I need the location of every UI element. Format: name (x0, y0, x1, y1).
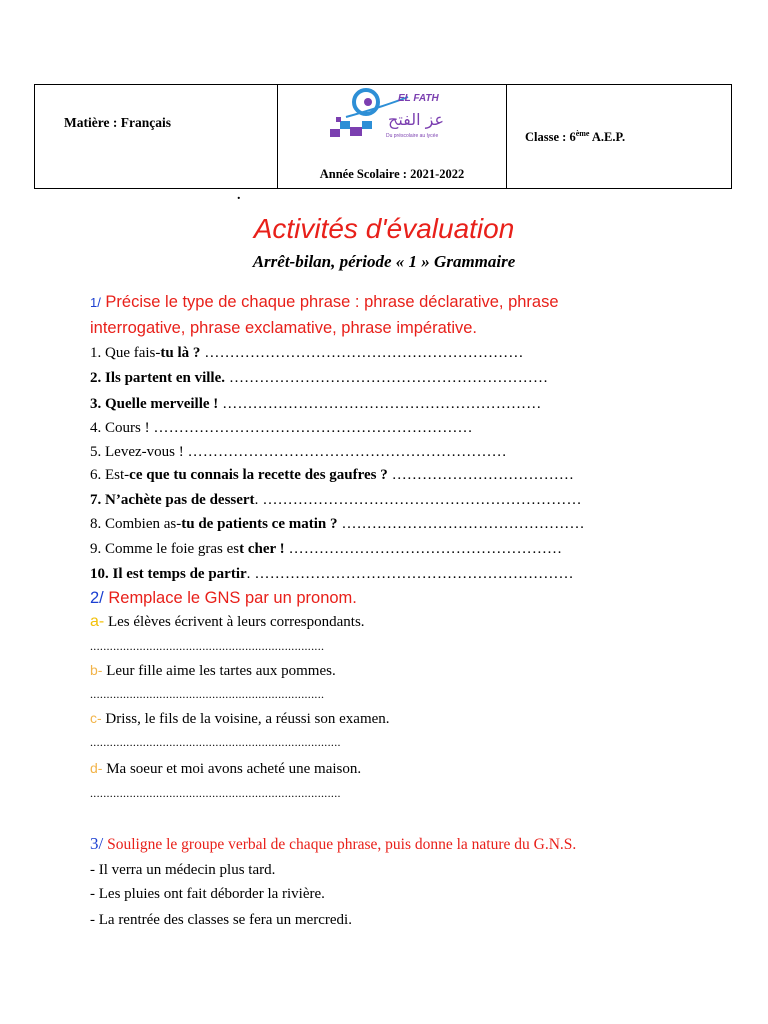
section2-item (90, 710, 390, 728)
answer-dots[interactable]: . ……………………………………………………… (246, 566, 574, 582)
answer-dots[interactable]: ………………………………………… (337, 516, 585, 532)
item-text-bold: ce que tu connais la recette des gaufres ? (129, 467, 388, 483)
answer-line[interactable]: ....................................................................... (90, 687, 325, 701)
answer-dots[interactable]: ……………………………………………………… (183, 444, 507, 460)
section1-item (90, 345, 524, 362)
item-text-bold: 7. N’achète pas de dessert (90, 492, 255, 508)
item-text: 8. Combien as- (90, 516, 182, 532)
section1-item (90, 566, 574, 583)
answer-dots[interactable]: ……………………………………………………… (225, 370, 549, 386)
section1-item (90, 492, 582, 509)
section1-item (90, 396, 541, 413)
section3-item: - La rentrée des classes se fera un mercredi. (90, 912, 352, 928)
answer-dots[interactable]: . ……………………………………………………… (254, 492, 582, 508)
section1-instruction: 1/ Précise le type de chaque phrase : phrase déclarative, phrase (90, 293, 559, 311)
item-letter: a- (90, 613, 105, 630)
header-class-cell (507, 85, 731, 188)
item-text: Les élèves écrivent à leurs correspondants. (104, 614, 365, 630)
item-letter: d- (90, 760, 103, 776)
item-text: Driss, le fils de la voisine, a réussi son examen. (101, 711, 390, 727)
section2-item (90, 662, 336, 680)
stray-dot: . (237, 188, 241, 203)
item-letter: b- (90, 662, 103, 678)
item-text: 6. Est- (90, 467, 130, 483)
page-title: Activités d'évaluation (253, 213, 515, 244)
item-text: 1. Que fais- (90, 345, 161, 361)
answer-dots[interactable]: ……………………………………………………… (200, 345, 524, 361)
item-text: 9. Comme le foie gras es (90, 541, 240, 557)
subject-label: Matière : Français (64, 115, 171, 130)
section1-instruction-cont: interrogative, phrase exclamative, phrase impérative. (90, 319, 478, 337)
page-subtitle: Arrêt-bilan, période « 1 » Grammaire (252, 252, 516, 271)
section1-item (90, 420, 473, 437)
item-text: 5. Levez-vous ! (90, 444, 184, 460)
section2-item (90, 613, 365, 631)
answer-dots[interactable]: ……………………………… (387, 467, 575, 483)
section1-item (90, 516, 585, 533)
item-text-bold: tu là ? (160, 345, 201, 361)
section1-item (90, 444, 507, 461)
section1-item (90, 467, 574, 484)
section3-item: - Il verra un médecin plus tard. (90, 862, 276, 878)
header-table (34, 84, 732, 189)
answer-dots[interactable]: ……………………………………………………… (218, 396, 542, 412)
item-text-bold: 2. Ils partent en ville. (90, 370, 225, 386)
item-text-bold: tu de patients ce matin ? (181, 516, 338, 532)
item-text: Ma soeur et moi avons acheté une maison. (102, 761, 362, 777)
header-logo-cell (278, 85, 507, 188)
item-text-bold: 3. Quelle merveille ! (90, 396, 219, 412)
answer-line[interactable]: ............................................................................ (90, 786, 341, 800)
answer-dots[interactable]: ……………………………………………………… (149, 420, 473, 436)
item-text: 4. Cours ! (90, 420, 150, 436)
school-logo (322, 87, 492, 147)
svg-text:Du préscolaire au lycée: Du préscolaire au lycée (386, 133, 439, 139)
section3-item: - Les pluies ont fait déborder la rivière. (90, 886, 325, 902)
section3-instruction: 3/ Souligne le groupe verbal de chaque phrase, puis donne la nature du G.N.S. (90, 834, 577, 853)
section2-instruction: 2/ Remplace le GNS par un pronom. (90, 589, 357, 607)
answer-line[interactable]: ............................................................................ (90, 735, 341, 749)
school-year: Année Scolaire : 2021-2022 (319, 167, 465, 181)
answer-line[interactable]: ....................................................................... (90, 639, 325, 653)
section2-item (90, 760, 361, 778)
item-letter: c- (90, 710, 102, 726)
answer-dots[interactable]: ……………………………………………… (284, 541, 563, 557)
item-text-bold: t cher ! (239, 541, 285, 557)
item-text: Leur fille aime les tartes aux pommes. (102, 663, 336, 679)
class-label: Classe : 6ème A.E.P. (525, 129, 626, 145)
svg-text:عز الفتح: عز الفتح (388, 110, 445, 129)
svg-text:EL FATH: EL FATH (398, 93, 439, 104)
section1-item (90, 541, 562, 558)
header-subject-cell (35, 85, 278, 188)
section1-item (90, 370, 548, 387)
item-text-bold: 10. Il est temps de partir (90, 566, 247, 582)
